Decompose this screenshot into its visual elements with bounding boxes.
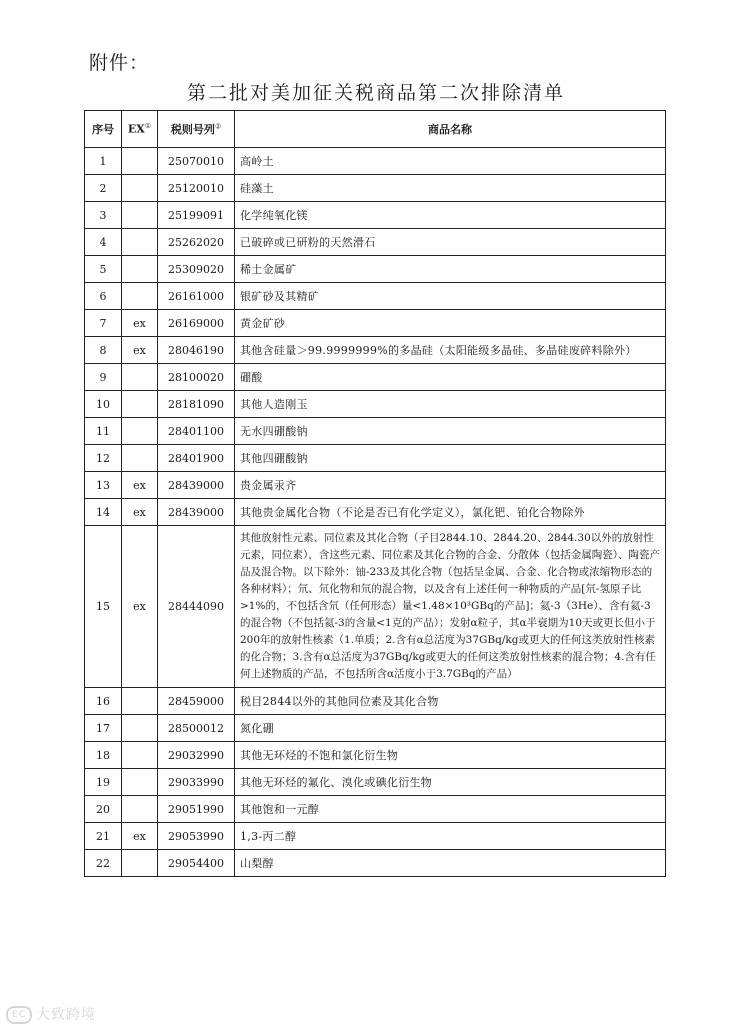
cell-tariff-code: 28401900: [158, 445, 235, 472]
cell-seq: 4: [85, 229, 122, 256]
cell-seq: 13: [85, 472, 122, 499]
cell-tariff-code: 28046190: [158, 337, 235, 364]
table-row: [85, 742, 666, 769]
cell-tariff-code: 25262020: [158, 229, 235, 256]
cell-tariff-code: 29032990: [158, 742, 235, 769]
cell-seq: 22: [85, 850, 122, 877]
watermark: EC 大致跨境: [6, 1004, 96, 1024]
cell-tariff-code: 28500012: [158, 715, 235, 742]
cell-tariff-code: 25070010: [158, 148, 235, 175]
cell-ex: [122, 418, 158, 445]
cell-ex: [122, 175, 158, 202]
cell-seq: 18: [85, 742, 122, 769]
table-row: [85, 175, 666, 202]
cell-tariff-code: 28181090: [158, 391, 235, 418]
table-row: [85, 769, 666, 796]
cell-product-name: 其他贵金属化合物（不论是否已有化学定义），氯化钯、铂化合物除外: [235, 499, 666, 526]
table-row: [85, 391, 666, 418]
cell-seq: 9: [85, 364, 122, 391]
cell-tariff-code: 25120010: [158, 175, 235, 202]
cell-seq: 19: [85, 769, 122, 796]
cell-product-name: 硼酸: [235, 364, 666, 391]
cell-tariff-code: 25199091: [158, 202, 235, 229]
table-row: [85, 715, 666, 742]
cell-ex: ex: [122, 499, 158, 526]
table-row: [85, 229, 666, 256]
exclusion-list-table: [84, 110, 666, 877]
cell-ex: ex: [122, 823, 158, 850]
cell-ex: [122, 229, 158, 256]
cell-product-name: 其他人造刚玉: [235, 391, 666, 418]
cell-ex: ex: [122, 337, 158, 364]
cell-seq: 12: [85, 445, 122, 472]
cell-seq: 10: [85, 391, 122, 418]
cell-ex: [122, 688, 158, 715]
cell-tariff-code: 28100020: [158, 364, 235, 391]
cell-seq: 6: [85, 283, 122, 310]
header-seq: 序号: [85, 111, 122, 148]
cell-ex: [122, 742, 158, 769]
cell-tariff-code: 26161000: [158, 283, 235, 310]
table-row: [85, 256, 666, 283]
table-row: [85, 310, 666, 337]
table-row: [85, 823, 666, 850]
table-row: [85, 337, 666, 364]
cell-product-name: 其他无环烃的不饱和氯化衍生物: [235, 742, 666, 769]
table-header-row: [85, 111, 666, 148]
cell-seq: 2: [85, 175, 122, 202]
cell-product-name: 化学纯氧化镁: [235, 202, 666, 229]
header-product-name: 商品名称: [235, 111, 666, 148]
cell-tariff-code: 29053990: [158, 823, 235, 850]
cell-product-name: 氮化硼: [235, 715, 666, 742]
cell-product-name: 山梨醇: [235, 850, 666, 877]
cell-product-name: 稀土金属矿: [235, 256, 666, 283]
cell-product-name: 硅藻土: [235, 175, 666, 202]
cell-tariff-code: 26169000: [158, 310, 235, 337]
cell-seq: 16: [85, 688, 122, 715]
cell-seq: 15: [85, 526, 122, 688]
cell-product-name: 1,3-丙二醇: [235, 823, 666, 850]
cell-tariff-code: 28439000: [158, 499, 235, 526]
cell-ex: [122, 769, 158, 796]
cell-tariff-code: 28444090: [158, 526, 235, 688]
cell-seq: 7: [85, 310, 122, 337]
cell-product-name: 银矿砂及其精矿: [235, 283, 666, 310]
cell-ex: ex: [122, 310, 158, 337]
table-row: [85, 418, 666, 445]
cell-ex: ex: [122, 472, 158, 499]
cell-tariff-code: 25309020: [158, 256, 235, 283]
cell-seq: 21: [85, 823, 122, 850]
table-row: [85, 364, 666, 391]
table-row: [85, 148, 666, 175]
cell-seq: 20: [85, 796, 122, 823]
cell-ex: [122, 715, 158, 742]
document-title: 第二批对美加征关税商品第二次排除清单: [186, 82, 565, 104]
cell-seq: 1: [85, 148, 122, 175]
cell-seq: 17: [85, 715, 122, 742]
cell-tariff-code: 28439000: [158, 472, 235, 499]
cell-seq: 8: [85, 337, 122, 364]
cell-product-name: 已破碎或已研粉的天然滑石: [235, 229, 666, 256]
cell-tariff-code: 28401100: [158, 418, 235, 445]
cell-ex: [122, 850, 158, 877]
table-row: [85, 445, 666, 472]
table-row: [85, 202, 666, 229]
table-row: [85, 472, 666, 499]
table-row: [85, 283, 666, 310]
cell-ex: [122, 391, 158, 418]
cell-product-name: 贵金属汞齐: [235, 472, 666, 499]
cell-ex: [122, 796, 158, 823]
watermark-logo-icon: EC: [6, 1006, 32, 1024]
cell-product-name: 其他饱和一元醇: [235, 796, 666, 823]
cell-product-name: 其他无环烃的氟化、溴化或碘化衍生物: [235, 769, 666, 796]
cell-product-name: 其他含硅量＞99.9999999%的多晶硅（太阳能级多晶硅、多晶硅废碎料除外）: [235, 337, 666, 364]
header-tariff-code: 税则号列②: [158, 111, 235, 148]
cell-ex: [122, 364, 158, 391]
table-row: [85, 499, 666, 526]
cell-ex: ex: [122, 526, 158, 688]
cell-product-name: 无水四硼酸钠: [235, 418, 666, 445]
cell-tariff-code: 29033990: [158, 769, 235, 796]
table-row: [85, 526, 666, 688]
cell-product-name: 高岭土: [235, 148, 666, 175]
cell-product-name: 其他四硼酸钠: [235, 445, 666, 472]
cell-seq: 3: [85, 202, 122, 229]
cell-product-name: 其他放射性元素、同位素及其化合物（子目2844.10、2844.20、2844.30以外的放射性元素，同位素），含这些元素、同位素及其化合物的合金、分散体（包括金属陶瓷）、陶瓷产品及混合物。以下除外：铀-233及其化合物（包括呈金属、合金、化合物或浓缩物形态的各种材料）；氘、氘化物和氘的混合物，以及含有上述任何一种物质的产品[氘-氢原子比>1%的，不包括含氘（任何形态）量<1.48×10³GBq的产品]；氦-3（3He）、含有氦-3的混合物（不包括氦-3的含量<1克的产品）；发射α粒子，其α半衰期为10天或更长但小于200年的放射性核素（1.单质；2.含有α总活度为37GBq/kg或更大的任何这类放射性核素的化合物；3.含有α总活度为37GBq/kg或更大的任何这类放射性核素的混合物；4.含有任何上述物质的产品，不包括所含α活度小于3.7GBq的产品）: [235, 526, 666, 688]
cell-ex: [122, 256, 158, 283]
cell-tariff-code: 29051990: [158, 796, 235, 823]
cell-ex: [122, 148, 158, 175]
header-ex: EX①: [122, 111, 158, 148]
cell-seq: 5: [85, 256, 122, 283]
cell-tariff-code: 28459000: [158, 688, 235, 715]
cell-product-name: 黄金矿砂: [235, 310, 666, 337]
table-row: [85, 850, 666, 877]
table-row: [85, 796, 666, 823]
cell-ex: [122, 445, 158, 472]
cell-product-name: 税目2844以外的其他同位素及其化合物: [235, 688, 666, 715]
cell-seq: 14: [85, 499, 122, 526]
cell-ex: [122, 283, 158, 310]
attachment-label: 附件：: [89, 52, 150, 74]
table-row: [85, 688, 666, 715]
cell-ex: [122, 202, 158, 229]
cell-tariff-code: 29054400: [158, 850, 235, 877]
cell-seq: 11: [85, 418, 122, 445]
